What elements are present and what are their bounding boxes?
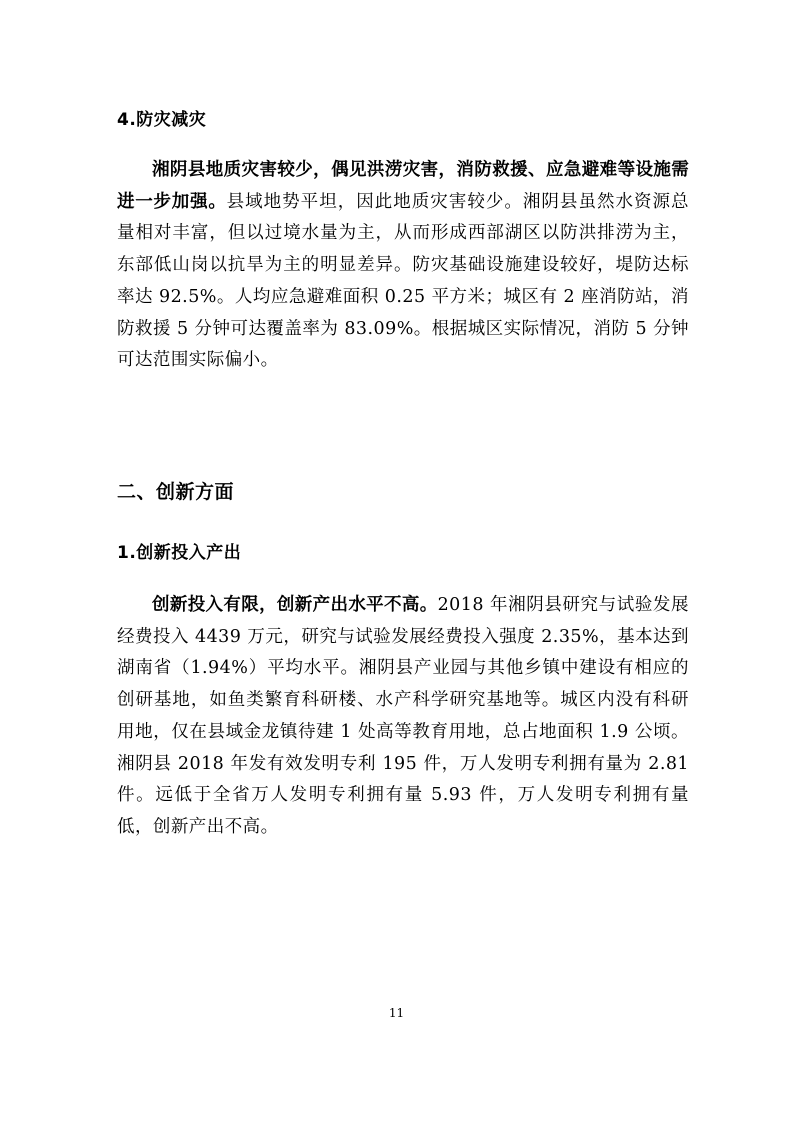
heading-innovation: 二、创新方面 [117,481,235,503]
paragraph-lead-bold: 创新投入有限，创新产出水平不高。 [152,595,438,615]
paragraph-innovation [117,590,689,844]
heading-disaster-prevention: 4.防灾减灾 [117,110,207,130]
paragraph-body: 2018 年湘阴县研究与试验发展经费投入 4439 万元，研究与试验发展经费投入强度 2.35%，基本达到湖南省（1.94%）平均水平。湘阴县产业园与其他乡镇中建设有相应的创研基地，如鱼类繁育科研楼、水产科学研究基地等。城区内没有科研用地，仅在县域金龙镇待建 1 处高等教育用地，总占地面积 1.9 公顷。湘阴县 2018 年发有效发明专利 195 件，万人发明专利拥有量为 2.81 件。远低于全省万人发明专利拥有量 5.93 件，万人发明专利拥有量低，创新产出不高。 [117,595,689,837]
paragraph-body: 县域地势平坦，因此地质灾害较少。湘阴县虽然水资源总量相对丰富，但以过境水量为主，从而形成西部湖区以防洪排涝为主，东部低山岗以抗旱为主的明显差异。防灾基础设施建设较好，堤防达标率达 92.5%。人均应急避难面积 0.25 平方米；城区有 2 座消防站，消防救援 5 分钟可达覆盖率为 83.09%。根据城区实际情况，消防 5 分钟可达范围实际偏小。 [117,191,689,371]
paragraph-disaster-prevention [117,155,689,377]
heading-innovation-input-output: 1.创新投入产出 [117,543,242,563]
paragraph-lead-bold: 湘阴县地质灾害较少，偶见洪涝灾害，消防救援、应急避难等设施需进一步加强。 [117,160,689,212]
page-number: 11 [388,1006,405,1020]
